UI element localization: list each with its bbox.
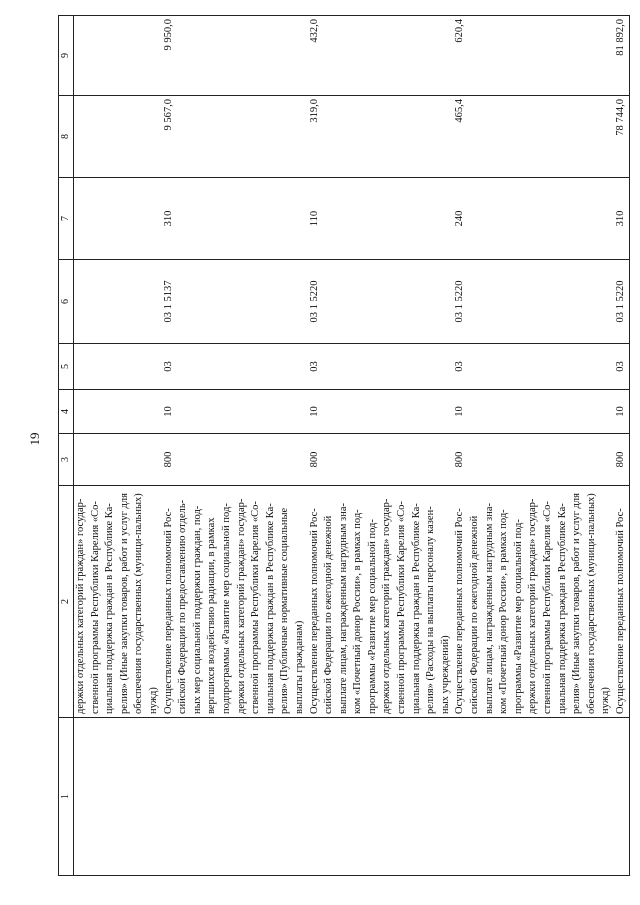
column-header-3: 3 <box>59 434 74 486</box>
section-code <box>74 390 162 434</box>
amount-year-1: 465,4 <box>453 96 614 178</box>
table-row <box>162 16 308 876</box>
section-code: 10 <box>453 390 614 434</box>
amount-year-1 <box>74 96 162 178</box>
amount-year-1: 319,0 <box>308 96 454 178</box>
rotated-page-content <box>58 16 626 876</box>
target-item-code: 03 1 5220 <box>453 260 614 344</box>
expense-type-code: 240 <box>453 178 614 260</box>
column-header-7: 7 <box>59 178 74 260</box>
amount-year-2: 432,0 <box>308 16 454 96</box>
row-number-cell <box>614 718 629 876</box>
ministry-code: 800 <box>162 434 308 486</box>
subsection-code <box>74 344 162 390</box>
row-description: Осуществление переданных полномочий Рос-сийской Федерации по ежегодной денежной выплате лицам, награжденным нагрудным зна-ком «Почетный донор России», в рамках под-программы «Развитие мер социальной под-держки отдельных категорий граждан» государ-ственной программы Республики Карелия «Со-циальная поддержка граждан в Республике Ка-релия» (Иные закупки товаров, работ и услуг для обеспечения государственных (муници-пальных) нужд) <box>453 486 614 718</box>
subsection-code: 03 <box>614 344 629 390</box>
column-header-5: 5 <box>59 344 74 390</box>
ministry-code: 800 <box>453 434 614 486</box>
amount-year-1: 78 744,0 <box>614 96 629 178</box>
row-description: держки отдельных категорий граждан» государ-ственной программы Республики Карелия «Со-циальная поддержка граждан в Республике Ка-релия» (Иные закупки товаров, работ и услуг для обеспечения государственных (муници-пальных) нужд) <box>74 486 162 718</box>
table-row <box>74 16 162 876</box>
section-code: 10 <box>614 390 629 434</box>
ministry-code <box>74 434 162 486</box>
target-item-code: 03 1 5220 <box>308 260 454 344</box>
target-item-code <box>74 260 162 344</box>
amount-year-2 <box>74 16 162 96</box>
budget-table <box>58 15 630 876</box>
table-row <box>614 16 629 876</box>
amount-year-2: 81 892,0 <box>614 16 629 96</box>
row-description: Осуществление переданных полномочий Рос- <box>614 486 629 718</box>
table-row <box>453 16 614 876</box>
row-number-cell <box>308 718 454 876</box>
row-description: Осуществление переданных полномочий Рос-сийской Федерации по ежегодной денежной выплате лицам, награжденным нагрудным зна-ком «Почетный донор России», в рамках под-программы «Развитие мер социальной под-держки отдельных категорий граждан» государ-ственной программы Республики Карелия «Со-циальная поддержка граждан в Республике Ка-релия» (Расходы на выплаты персоналу казен-ных учреждений) <box>308 486 454 718</box>
ministry-code: 800 <box>308 434 454 486</box>
expense-type-code: 310 <box>614 178 629 260</box>
amount-year-2: 620,4 <box>453 16 614 96</box>
page-number: 19 <box>27 432 42 446</box>
table-header-row <box>59 16 74 876</box>
column-header-4: 4 <box>59 390 74 434</box>
row-number-cell <box>453 718 614 876</box>
section-code: 10 <box>162 390 308 434</box>
subsection-code: 03 <box>162 344 308 390</box>
subsection-code: 03 <box>308 344 454 390</box>
expense-type-code <box>74 178 162 260</box>
ministry-code: 800 <box>614 434 629 486</box>
amount-year-2: 9 950,0 <box>162 16 308 96</box>
subsection-code: 03 <box>453 344 614 390</box>
expense-type-code: 310 <box>162 178 308 260</box>
target-item-code: 03 1 5220 <box>614 260 629 344</box>
section-code: 10 <box>308 390 454 434</box>
amount-year-1: 9 567,0 <box>162 96 308 178</box>
column-header-2: 2 <box>59 486 74 718</box>
column-header-8: 8 <box>59 96 74 178</box>
row-number-cell <box>74 718 162 876</box>
column-header-6: 6 <box>59 260 74 344</box>
row-description: Осуществление переданных полномочий Рос-сийской Федерации по предоставлению отдель-ных мер социальной поддержки граждан, под-вергшихся воздействию радиации, в рамках подпрограммы «Развитие мер социальной под-держки отдельных категорий граждан» государ-ственной программы Республики Карелия «Со-циальная поддержка граждан в Республике Ка-релия» (Публичные нормативные социальные выплаты гражданам) <box>162 486 308 718</box>
table-row <box>308 16 454 876</box>
target-item-code: 03 1 5137 <box>162 260 308 344</box>
row-number-cell <box>162 718 308 876</box>
column-header-9: 9 <box>59 16 74 96</box>
column-header-1: 1 <box>59 718 74 876</box>
expense-type-code: 110 <box>308 178 454 260</box>
